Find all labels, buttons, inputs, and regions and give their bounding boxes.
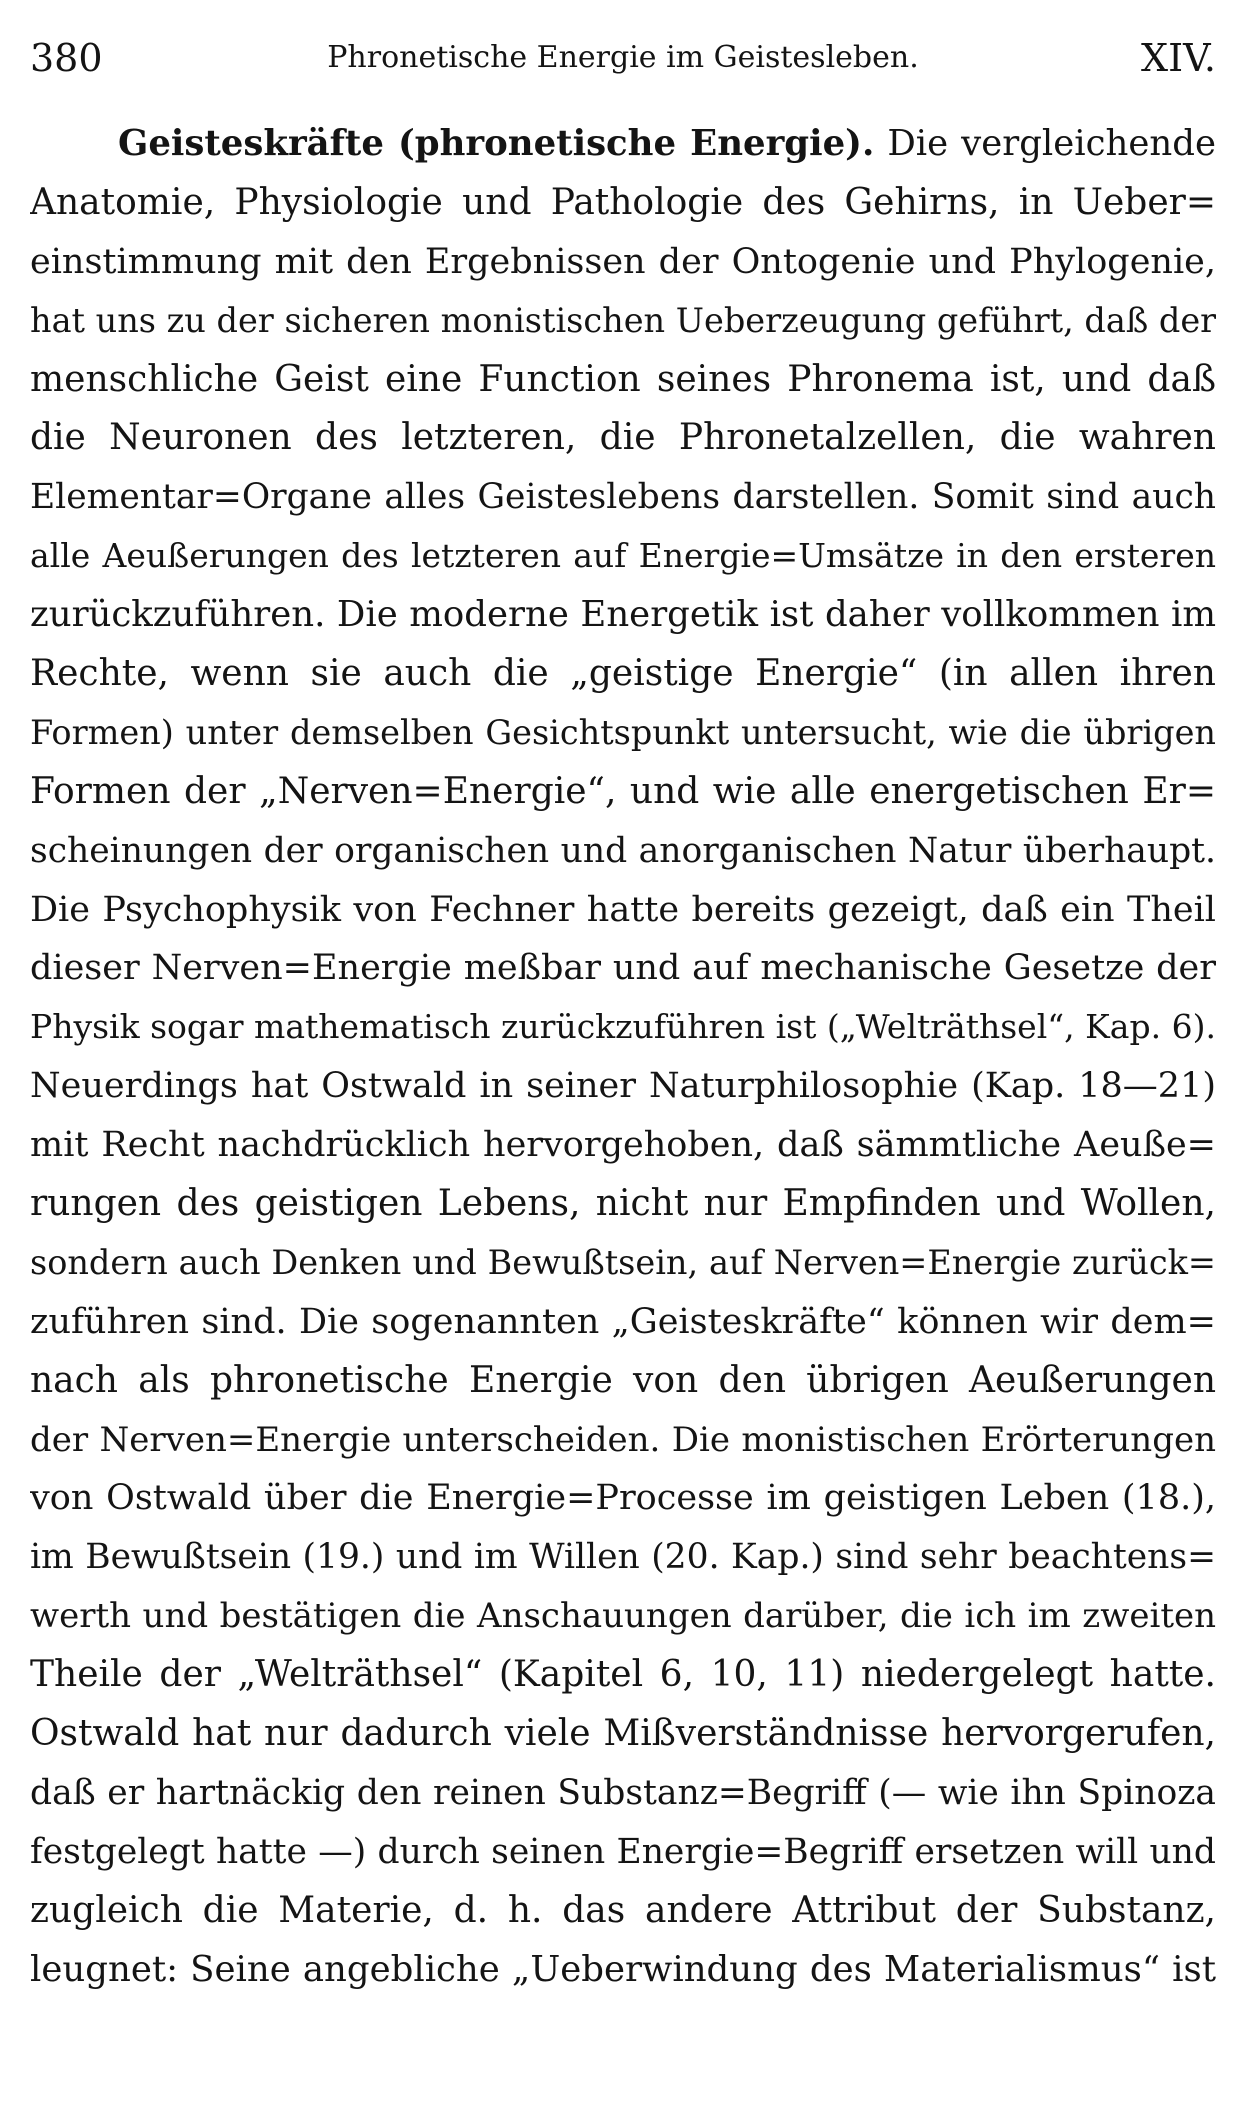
paragraph-line: werth und bestätigen die Anschauungen darüber, die ich im zweiten bbox=[30, 1596, 1216, 1637]
paragraph-line: rungen des geistigen Lebens, nicht nur Empfinden und Wollen, bbox=[30, 1183, 1216, 1225]
paragraph-line: Theile der „Welträthsel“ (Kapitel 6, 10, 11) niedergelegt hatte. bbox=[30, 1654, 1216, 1696]
paragraph-line: hat uns zu der sicheren monistischen Ueberzeugung geführt, daß der bbox=[30, 300, 1216, 340]
first-line-text: Die vergleichende bbox=[887, 123, 1216, 164]
paragraph-line: alle Aeußerungen des letzteren auf Energie=Umsätze in den ersteren bbox=[30, 536, 1216, 576]
paragraph-line bbox=[30, 115, 1216, 174]
paragraph-line: Physik sogar mathematisch zurückzuführen ist („Welträthsel“, Kap. 6). bbox=[30, 1007, 1216, 1047]
paragraph-line: festgelegt hatte —) durch seinen Energie=Begriff ersetzen will und bbox=[30, 1831, 1216, 1872]
paragraph-line: Anatomie, Physiologie und Pathologie des Gehirns, in Ueber= bbox=[30, 181, 1216, 223]
paragraph-line: Elementar=Organe alles Geisteslebens darstellen. Somit sind auch bbox=[30, 477, 1216, 518]
running-head: Phronetische Energie im Geistesleben. bbox=[327, 40, 919, 75]
paragraph-line: zugleich die Materie, d. h. das andere Attribut der Substanz, bbox=[30, 1889, 1216, 1931]
paragraph-line: die Neuronen des letzteren, die Phronetalzellen, die wahren bbox=[30, 417, 1216, 459]
paragraph-line: im Bewußtsein (19.) und im Willen (20. Kap.) sind sehr beachtens= bbox=[30, 1537, 1216, 1578]
paragraph-line: Neuerdings hat Ostwald in seiner Naturphilosophie (Kap. 18—21) bbox=[30, 1066, 1216, 1107]
paragraph-line: von Ostwald über die Energie=Processe im geistigen Leben (18.), bbox=[30, 1478, 1216, 1519]
paragraph-line: einstimmung mit den Ergebnissen der Ontogenie und Phylogenie, bbox=[30, 241, 1216, 282]
paragraph-line: dieser Nerven=Energie meßbar und auf mechanische Gesetze der bbox=[30, 948, 1216, 989]
paragraph bbox=[30, 115, 1216, 2000]
paragraph-line: Ostwald hat nur dadurch viele Mißverständnisse hervorgerufen, bbox=[30, 1713, 1216, 1755]
paragraph-line: der Nerven=Energie unterscheiden. Die monistischen Erörterungen bbox=[30, 1419, 1216, 1460]
paragraph-line: menschliche Geist eine Function seines Phronema ist, und daß bbox=[30, 358, 1216, 400]
paragraph-line: Rechte, wenn sie auch die „geistige Energie“ (in allen ihren bbox=[30, 653, 1216, 695]
paragraph-line: zuführen sind. Die sogenannten „Geisteskräfte“ können wir dem= bbox=[30, 1301, 1216, 1342]
paragraph-line: sondern auch Denken und Bewußtsein, auf Nerven=Energie zurück= bbox=[30, 1242, 1216, 1282]
paragraph-heading: Geisteskräfte (phronetische Energie). bbox=[118, 123, 875, 164]
paragraph-line: Die Psychophysik von Fechner hatte bereits gezeigt, daß ein Theil bbox=[30, 889, 1216, 930]
paragraph-line: zurückzuführen. Die moderne Energetik ist daher vollkommen im bbox=[30, 594, 1216, 636]
paragraph-line: leugnet: Seine angebliche „Ueberwindung des Materialismus“ ist bbox=[30, 1948, 1216, 1990]
paragraph-line: mit Recht nachdrücklich hervorgehoben, daß sämmtliche Aeuße= bbox=[30, 1125, 1216, 1166]
page-number: 380 bbox=[30, 36, 103, 80]
paragraph-line: Formen der „Nerven=Energie“, und wie alle energetischen Er= bbox=[30, 770, 1216, 812]
chapter-number: XIV. bbox=[1141, 36, 1216, 80]
paragraph-line: scheinungen der organischen und anorganischen Natur überhaupt. bbox=[30, 830, 1216, 871]
paragraph-line: nach als phronetische Energie von den übrigen Aeußerungen bbox=[30, 1359, 1216, 1401]
page-header bbox=[30, 30, 1216, 86]
paragraph-line: daß er hartnäckig den reinen Substanz=Begriff (— wie ihn Spinoza bbox=[30, 1772, 1216, 1813]
paragraph-line: Formen) unter demselben Gesichtspunkt untersucht, wie die übrigen bbox=[30, 712, 1216, 752]
